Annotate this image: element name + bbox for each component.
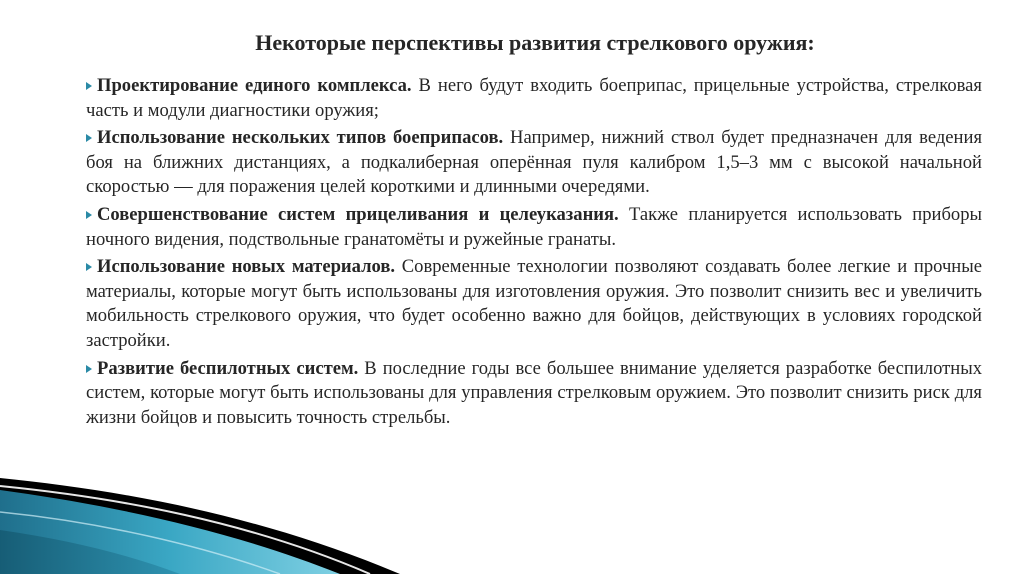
bullet-arrow-icon xyxy=(86,82,92,90)
swoosh-dark-band xyxy=(0,530,180,574)
bullet-text: Например, нижний ствол будет предназначен для ведения боя на ближних дистанциях, а подкалиберная оперённая пуля калибром 1,5–3 мм с высокой начальной скоростью — для поражения целей короткими и длинными очередями. xyxy=(86,127,983,198)
bullet-arrow-icon xyxy=(86,365,92,373)
swoosh-light-line xyxy=(0,512,280,574)
bullet-lead: Совершенствование систем прицеливания и целеуказания. xyxy=(97,203,619,225)
bullet-item-1 xyxy=(86,74,982,123)
bullet-text: В него будут входить боеприпас, прицельные устройства, стрелковая часть и модули диагностики оружия; xyxy=(86,75,982,121)
bullet-item-3 xyxy=(86,203,982,252)
bullet-lead: Проектирование единого комплекса. xyxy=(97,75,412,96)
slide-title: Некоторые перспективы развития стрелкового оружия: xyxy=(255,30,815,55)
bullet-lead: Развитие беспилотных систем. xyxy=(97,357,359,379)
swoosh-white-line xyxy=(0,486,370,574)
bullet-item-2 xyxy=(86,126,982,200)
bullet-text: Современные технологии позволяют создавать более легкие и прочные материалы, которые могут быть использованы для изготовления оружия. Это позволит снизить вес и увеличить мобильность стрелкового оружия, что будет особенно важно для бойцов, действующих в условиях городской застройки. xyxy=(86,256,982,351)
bullet-lead: Использование нескольких типов боеприпасов. xyxy=(97,127,504,149)
bullet-text: В последние годы все большее внимание уделяется разработке беспилотных систем, которые могут быть использованы для управления стрелковым оружием. Это позволит снизить риск для жизни бойцов и повысить точность стрельбы. xyxy=(86,357,982,428)
bullet-lead: Использование новых материалов. xyxy=(97,256,396,278)
swoosh-blue-band xyxy=(0,490,340,574)
bullet-arrow-icon xyxy=(86,263,92,271)
bullet-arrow-icon xyxy=(86,211,92,219)
bullet-list xyxy=(86,74,982,433)
bullet-arrow-icon xyxy=(86,134,92,142)
bullet-item-4 xyxy=(86,255,982,353)
bullet-text: Также планируется использовать приборы ночного видения, подствольные гранатомёты и ружейные гранаты. xyxy=(86,203,982,250)
swoosh-black-band xyxy=(0,478,400,574)
bullet-item-5 xyxy=(86,357,982,431)
